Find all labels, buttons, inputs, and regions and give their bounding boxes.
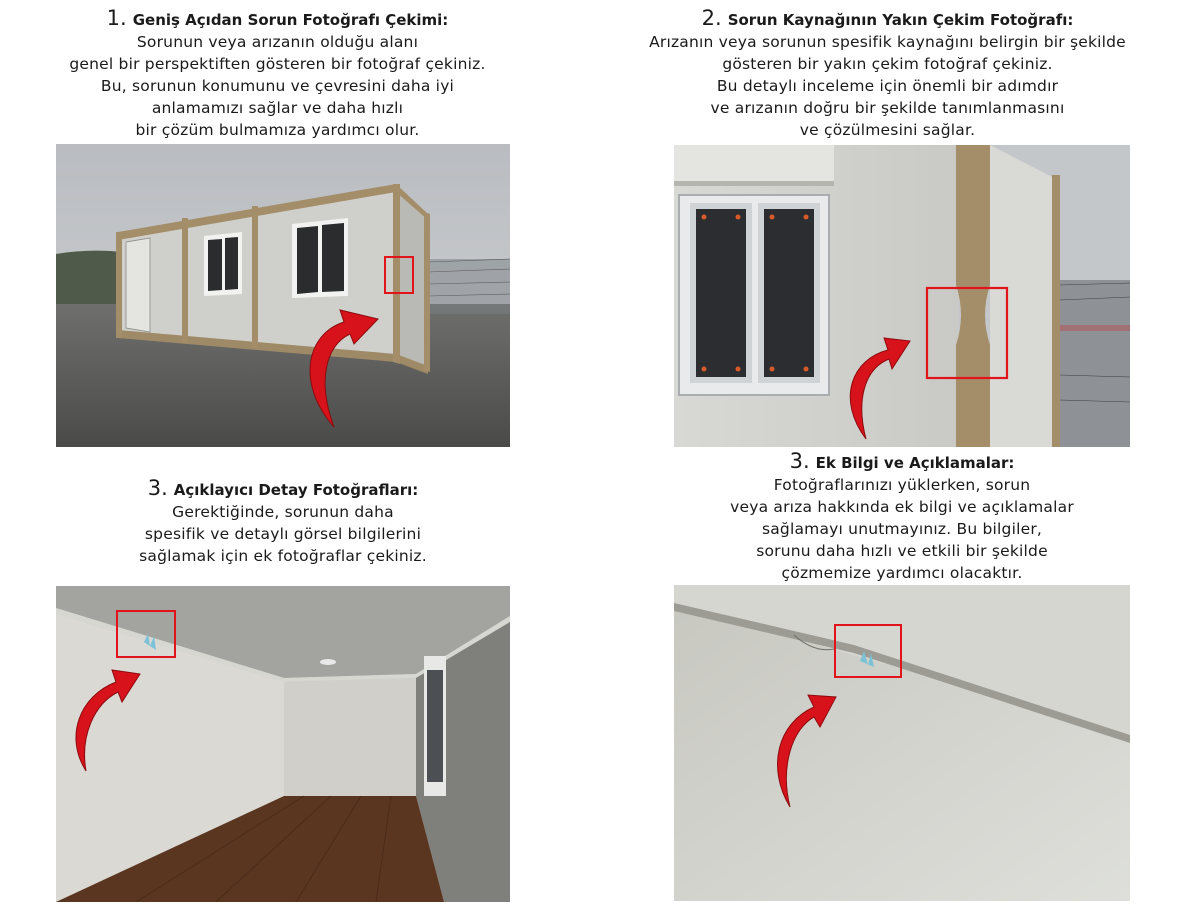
photo-container-closeup: [674, 145, 1130, 447]
section-1-title: Geniş Açıdan Sorun Fotoğrafı Çekimi:: [132, 11, 449, 29]
section-1-line: Bu, sorunun konumunu ve çevresini daha iyi: [100, 77, 455, 95]
section-1-line: anlamamızı sağlar ve daha hızlı: [151, 99, 404, 117]
section-4-line: Fotoğraflarınızı yüklerken, sorun: [773, 476, 1031, 494]
section-2-title: Sorun Kaynağının Yakın Çekim Fotoğrafı:: [727, 11, 1074, 29]
section-3-title: Açıklayıcı Detay Fotoğrafları:: [173, 481, 419, 499]
photo-ceiling-leak-closeup: [674, 585, 1130, 901]
section-3-line: Gerektiğinde, sorunun daha: [172, 503, 394, 521]
section-3-description: [56, 501, 510, 567]
section-4-line: çözmemize yardımcı olacaktır.: [781, 564, 1023, 582]
section-2-line: Arızanın veya sorunun spesifik kaynağını belirgin bir şekilde: [649, 33, 1126, 51]
section-2-line: gösteren bir yakın çekim fotoğraf çekiniz.: [722, 55, 1053, 73]
section-3-line: spesifik ve detaylı görsel bilgilerini: [144, 525, 422, 543]
photo-container-interior: [56, 586, 510, 902]
section-2-line: ve çözülmesini sağlar.: [799, 121, 976, 139]
section-4-line: veya arıza hakkında ek bilgi ve açıklamalar: [730, 498, 1074, 516]
photo-container-exterior-wide: [56, 144, 510, 447]
section-1-line: genel bir perspektiften gösteren bir fotoğraf çekiniz.: [69, 55, 486, 73]
section-4-title: Ek Bilgi ve Açıklamalar:: [815, 454, 1015, 472]
section-2-text: [600, 8, 1175, 141]
section-2-description: [600, 31, 1175, 141]
section-2-heading: [600, 8, 1175, 31]
section-1-text: [40, 8, 515, 141]
section-1-line: bir çözüm bulmamıza yardımcı olur.: [135, 121, 420, 139]
section-3-number: 3.: [147, 476, 168, 500]
section-1-description: [40, 31, 515, 141]
section-4-heading: [674, 451, 1130, 474]
section-1-heading: [40, 8, 515, 31]
section-4-line: sorunu daha hızlı ve etkili bir şekilde: [756, 542, 1048, 560]
section-2-line: ve arızanın doğru bir şekilde tanımlanmasını: [710, 99, 1065, 117]
section-1-number: 1.: [106, 6, 127, 30]
section-4-line: sağlamayı unutmayınız. Bu bilgiler,: [761, 520, 1043, 538]
section-3-text: [56, 478, 510, 567]
section-1-line: Sorunun veya arızanın olduğu alanı: [136, 33, 419, 51]
section-4-number: 3.: [789, 449, 810, 473]
section-2-line: Bu detaylı inceleme için önemli bir adımdır: [716, 77, 1059, 95]
section-3-line: sağlamak için ek fotoğraflar çekiniz.: [139, 547, 427, 565]
section-3-heading: [56, 478, 510, 501]
section-4-text: [674, 451, 1130, 584]
section-2-number: 2.: [701, 6, 722, 30]
section-4-description: [674, 474, 1130, 584]
